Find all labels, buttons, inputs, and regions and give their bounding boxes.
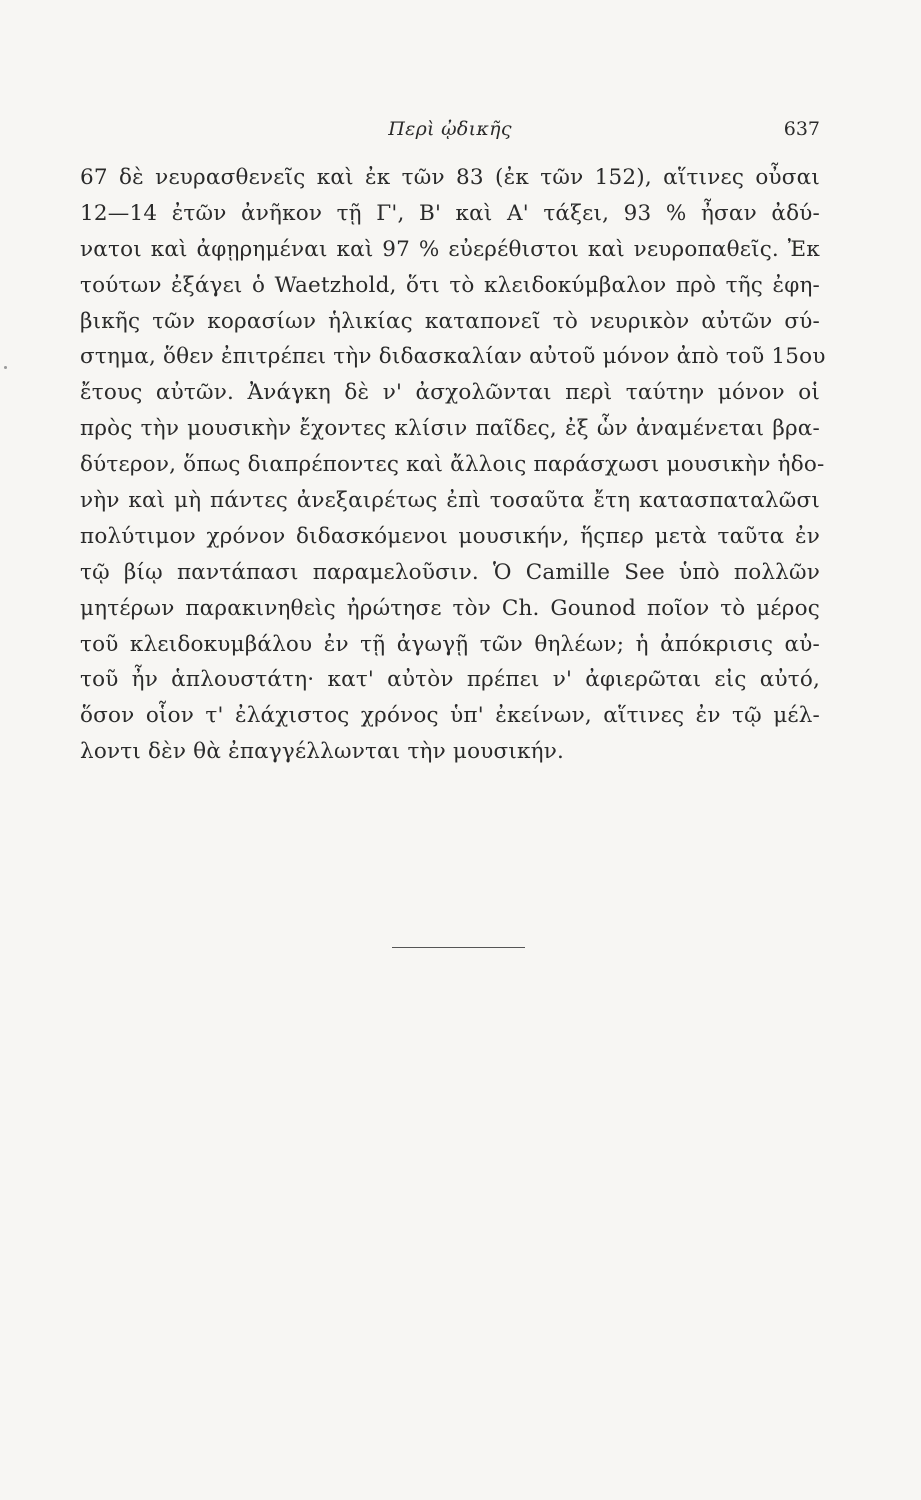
text-line-6: στημα, ὅθεν ἐπιτρέπει τὴν διδασκαλίαν αὐτοῦ μόνον ἀπὸ τοῦ 15ου — [80, 344, 826, 370]
running-title: Περὶ ᾠδικῆς — [388, 118, 512, 140]
text-line-3: νατοι καὶ ἀφῃρημέναι καὶ 97 % εὐερέθιστοι καὶ νευροπαθεῖς. Ἐκ — [80, 236, 820, 262]
text-line-14: τοῦ κλειδοκυμβάλου ἐν τῇ ἀγωγῇ τῶν θηλέων; ἡ ἀπόκρισις αὐ- — [80, 631, 820, 657]
text-line-5: βικῆς τῶν κορασίων ἡλικίας καταπονεῖ τὸ νευρικὸν αὐτῶν σύ- — [80, 308, 820, 334]
text-line-2: 12—14 ἐτῶν ἀνῆκον τῇ Γ', Β' καὶ Α' τάξει, 93 % ἦσαν ἀδύ- — [80, 200, 820, 226]
text-line-12: τῷ βίῳ παντάπασι παραμελοῦσιν. Ὁ Camille See ὑπὸ πολλῶν — [80, 559, 820, 585]
text-line-15: τοῦ ἦν ἁπλουστάτη· κατ' αὐτὸν πρέπει ν' ἀφιερῶται εἰς αὐτό, — [80, 667, 820, 693]
body-paragraph — [80, 160, 826, 770]
running-head — [80, 118, 820, 148]
text-line-4: τούτων ἐξάγει ὁ Waetzhold, ὅτι τὸ κλειδοκύμβαλον πρὸ τῆς ἐφη- — [80, 272, 820, 298]
margin-mark — [4, 366, 7, 369]
text-line-16: ὅσον οἷον τ' ἐλάχιστος χρόνος ὑπ' ἐκείνων, αἵτινες ἐν τῷ μέλ- — [80, 703, 820, 729]
text-line-8: πρὸς τὴν μουσικὴν ἔχοντες κλίσιν παῖδες, ἐξ ὧν ἀναμένεται βρα- — [80, 416, 820, 442]
section-divider-rule — [392, 947, 525, 948]
text-line-9: δύτερον, ὅπως διαπρέποντες καὶ ἄλλοις παράσχωσι μουσικὴν ἡδο- — [80, 452, 825, 478]
text-line-1: 67 δὲ νευρασθενεῖς καὶ ἐκ τῶν 83 (ἐκ τῶν 152), αἵτινες οὖσαι — [80, 165, 820, 190]
text-line-17: λοντι δὲν θὰ ἐπαγγέλλωνται τὴν μουσικήν. — [80, 739, 565, 765]
page-number: 637 — [783, 118, 820, 140]
text-line-10: νὴν καὶ μὴ πάντες ἀνεξαιρέτως ἐπὶ τοσαῦτα ἔτη κατασπαταλῶσι — [80, 488, 820, 514]
text-line-7: ἔτους αὐτῶν. Ἀνάγκη δὲ ν' ἀσχολῶνται περὶ ταύτην μόνον οἱ — [80, 380, 820, 406]
text-line-13: μητέρων παρακινηθεὶς ἠρώτησε τὸν Ch. Gounod ποῖον τὸ μέρος — [80, 595, 820, 621]
text-line-11: πολύτιμον χρόνον διδασκόμενοι μουσικήν, ἥςπερ μετὰ ταῦτα ἐν — [80, 523, 820, 549]
